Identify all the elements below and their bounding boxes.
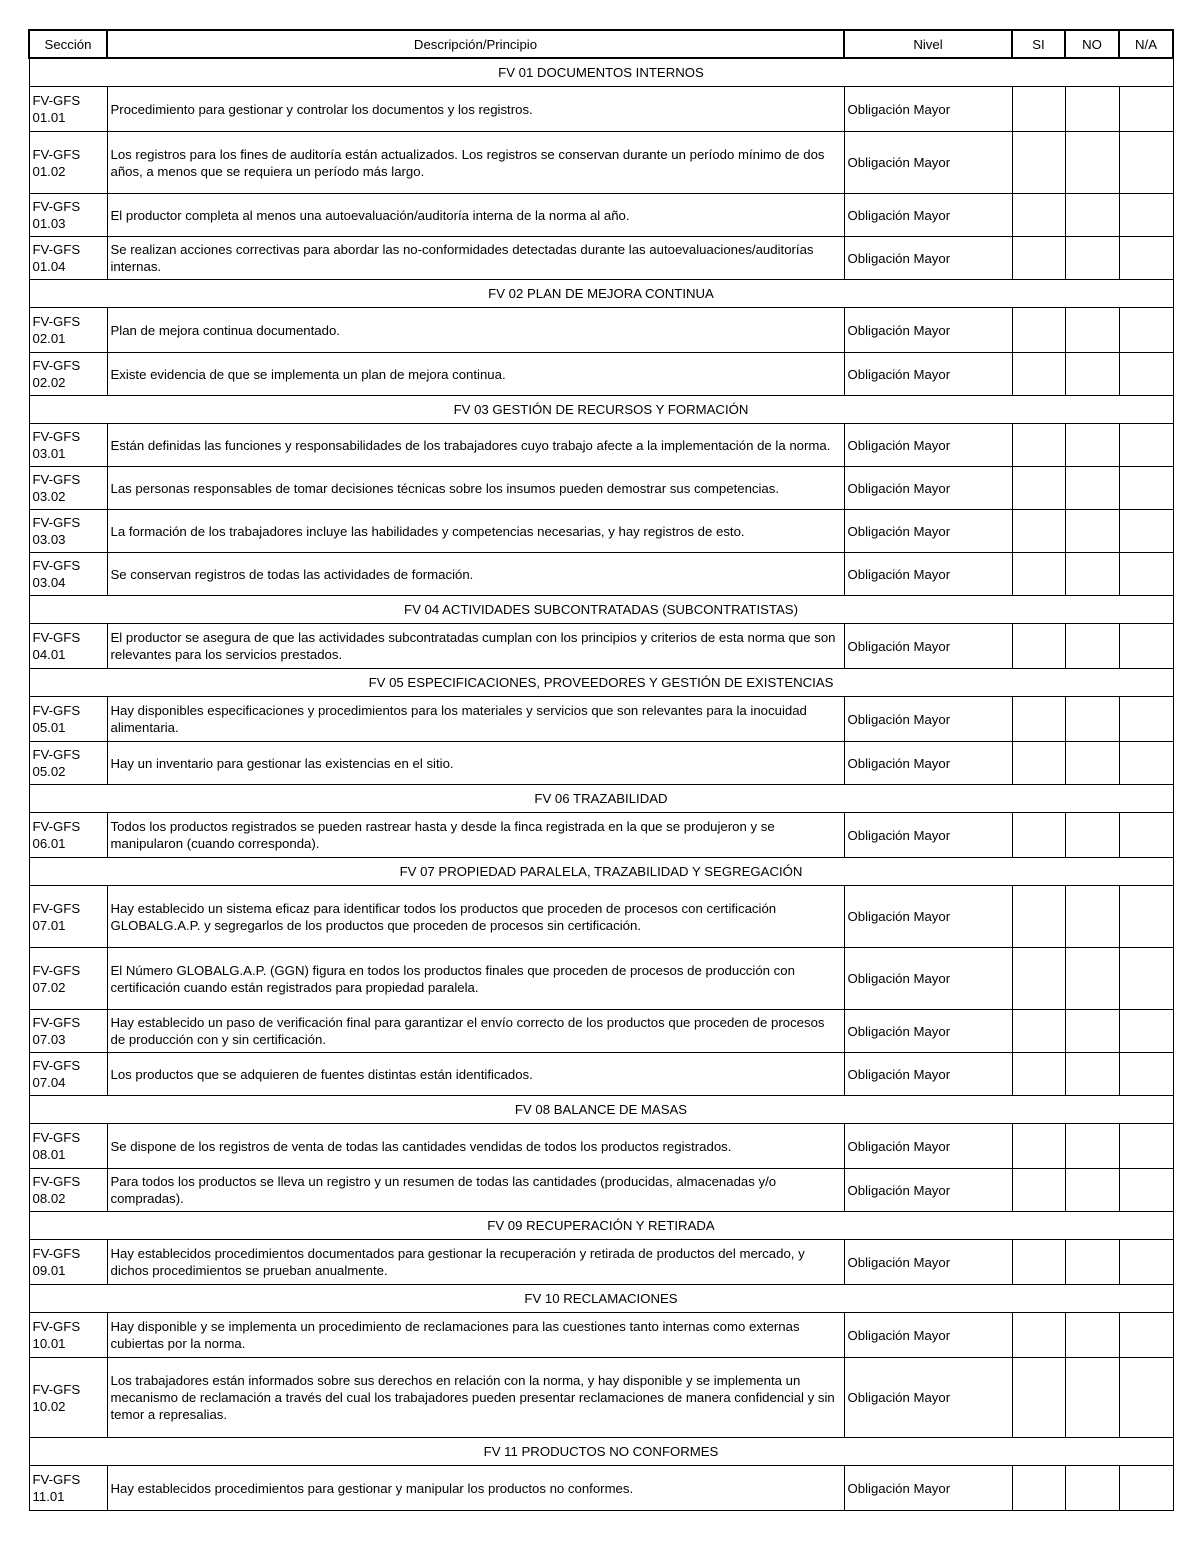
section-code [29,813,107,858]
section-code [29,194,107,237]
level-cell: Obligación Mayor [844,510,1012,553]
section-code-prefix: FV-GFS [32,429,81,444]
section-code-prefix: FV-GFS [32,515,81,530]
level-cell: Obligación Mayor [844,813,1012,858]
header-si: SI [1012,30,1065,58]
section-code-prefix: FV-GFS [32,314,81,329]
si-checkbox-cell[interactable] [1012,353,1065,396]
na-checkbox-cell[interactable] [1119,1010,1173,1053]
si-checkbox-cell[interactable] [1012,87,1065,132]
section-code-prefix: FV-GFS [32,1058,81,1073]
no-checkbox-cell[interactable] [1065,1169,1119,1212]
principle-description: Hay establecido un paso de verificación final para garantizar el envío correcto de los productos que proceden de procesos de producción con y sin certificación. [107,1010,844,1053]
table-row [29,308,1173,353]
section-title: FV 04 ACTIVIDADES SUBCONTRATADAS (SUBCONTRATISTAS) [29,596,1173,624]
no-checkbox-cell[interactable] [1065,742,1119,785]
no-checkbox-cell[interactable] [1065,1466,1119,1511]
si-checkbox-cell[interactable] [1012,886,1065,948]
section-code-prefix: FV-GFS [32,1130,81,1145]
section-code-number: 08.01 [32,1147,66,1162]
table-row [29,697,1173,742]
na-checkbox-cell[interactable] [1119,308,1173,353]
no-checkbox-cell[interactable] [1065,353,1119,396]
section-code-number: 03.03 [32,532,66,547]
no-checkbox-cell[interactable] [1065,510,1119,553]
na-checkbox-cell[interactable] [1119,1124,1173,1169]
checklist-body [29,58,1173,1511]
section-code-number: 07.04 [32,1075,66,1090]
section-code [29,510,107,553]
section-code-number: 07.02 [32,979,66,995]
no-checkbox-cell[interactable] [1065,1053,1119,1096]
table-row [29,87,1173,132]
section-code [29,624,107,669]
section-code-number: 05.02 [32,764,66,779]
level-cell: Obligación Mayor [844,1010,1012,1053]
principle-description: Los productos que se adquieren de fuentes distintas están identificados. [107,1053,844,1096]
si-checkbox-cell[interactable] [1012,697,1065,742]
section-code-prefix: FV-GFS [32,1319,81,1334]
section-code [29,1313,107,1358]
section-code [29,1010,107,1053]
header-na: N/A [1119,30,1173,58]
section-title: FV 01 DOCUMENTOS INTERNOS [29,58,1173,87]
si-checkbox-cell[interactable] [1012,1240,1065,1285]
section-code-prefix: FV-GFS [32,747,81,762]
section-code-prefix: FV-GFS [32,472,81,487]
table-row [29,132,1173,194]
na-checkbox-cell[interactable] [1119,1169,1173,1212]
section-title: FV 11 PRODUCTOS NO CONFORMES [29,1438,1173,1466]
section-header-row [29,396,1173,424]
section-code [29,467,107,510]
section-code-prefix: FV-GFS [32,703,81,718]
principle-description: Procedimiento para gestionar y controlar los documentos y los registros. [107,87,844,132]
si-checkbox-cell[interactable] [1012,1124,1065,1169]
principle-description: La formación de los trabajadores incluye las habilidades y competencias necesarias, y hay registros de esto. [107,510,844,553]
section-code [29,948,107,1010]
si-checkbox-cell[interactable] [1012,948,1065,1010]
na-checkbox-cell[interactable] [1119,1313,1173,1358]
na-checkbox-cell[interactable] [1119,697,1173,742]
section-code-number: 04.01 [32,647,66,662]
no-checkbox-cell[interactable] [1065,1358,1119,1438]
section-code-number: 08.02 [32,1191,66,1206]
si-checkbox-cell[interactable] [1012,624,1065,669]
table-row [29,1053,1173,1096]
level-cell: Obligación Mayor [844,308,1012,353]
principle-description: Hay establecidos procedimientos documentados para gestionar la recuperación y retirada de productos del mercado, y dichos procedimientos se prueban anualmente. [107,1240,844,1285]
na-checkbox-cell[interactable] [1119,813,1173,858]
principle-description: El Número GLOBALG.A.P. (GGN) figura en todos los productos finales que proceden de procesos de producción con certificación cuando están registrados para propiedad paralela. [107,948,844,1010]
header-no: NO [1065,30,1119,58]
section-title: FV 07 PROPIEDAD PARALELA, TRAZABILIDAD Y SEGREGACIÓN [29,858,1173,886]
principle-description: Están definidas las funciones y responsabilidades de los trabajadores cuyo trabajo afecte a la implementación de la norma. [107,424,844,467]
na-checkbox-cell[interactable] [1119,132,1173,194]
principle-description: Todos los productos registrados se pueden rastrear hasta y desde la finca registrada en la que se produjeron y se manipularon (cuando corresponda). [107,813,844,858]
table-row [29,1010,1173,1053]
level-cell: Obligación Mayor [844,1169,1012,1212]
na-checkbox-cell[interactable] [1119,353,1173,396]
table-row [29,353,1173,396]
section-code-number: 07.01 [32,917,66,933]
principle-description: Se realizan acciones correctivas para abordar las no-conformidades detectadas durante las autoevaluaciones/auditorías internas. [107,237,844,280]
no-checkbox-cell[interactable] [1065,237,1119,280]
section-title: FV 10 RECLAMACIONES [29,1285,1173,1313]
na-checkbox-cell[interactable] [1119,510,1173,553]
section-code [29,1466,107,1511]
si-checkbox-cell[interactable] [1012,132,1065,194]
section-code [29,886,107,948]
section-code-prefix: FV-GFS [32,630,81,645]
section-code-prefix: FV-GFS [32,358,81,373]
table-row [29,194,1173,237]
level-cell: Obligación Mayor [844,424,1012,467]
section-code-number: 07.03 [32,1032,66,1047]
na-checkbox-cell[interactable] [1119,237,1173,280]
section-title: FV 08 BALANCE DE MASAS [29,1096,1173,1124]
section-code [29,1053,107,1096]
na-checkbox-cell[interactable] [1119,553,1173,596]
table-row [29,948,1173,1010]
level-cell: Obligación Mayor [844,948,1012,1010]
na-checkbox-cell[interactable] [1119,87,1173,132]
table-row [29,237,1173,280]
checklist-table [28,29,1174,1511]
section-code-number: 10.01 [32,1336,66,1351]
section-code [29,742,107,785]
no-checkbox-cell[interactable] [1065,697,1119,742]
level-cell: Obligación Mayor [844,1466,1012,1511]
principle-description: Para todos los productos se lleva un registro y un resumen de todas las cantidades (producidas, almacenadas y/o compradas). [107,1169,844,1212]
section-code [29,424,107,467]
no-checkbox-cell[interactable] [1065,1010,1119,1053]
level-cell: Obligación Mayor [844,194,1012,237]
section-header-row [29,596,1173,624]
table-row [29,624,1173,669]
principle-description: Hay un inventario para gestionar las existencias en el sitio. [107,742,844,785]
section-code-number: 06.01 [32,836,66,851]
na-checkbox-cell[interactable] [1119,1466,1173,1511]
na-checkbox-cell[interactable] [1119,467,1173,510]
table-row [29,813,1173,858]
section-header-row [29,1096,1173,1124]
header-descripcion: Descripción/Principio [107,30,844,58]
section-code [29,308,107,353]
level-cell: Obligación Mayor [844,1358,1012,1438]
section-code [29,553,107,596]
level-cell: Obligación Mayor [844,1240,1012,1285]
no-checkbox-cell[interactable] [1065,624,1119,669]
section-code-number: 02.01 [32,331,66,346]
table-row [29,1169,1173,1212]
principle-description: Hay establecidos procedimientos para gestionar y manipular los productos no conformes. [107,1466,844,1511]
no-checkbox-cell[interactable] [1065,194,1119,237]
no-checkbox-cell[interactable] [1065,308,1119,353]
na-checkbox-cell[interactable] [1119,948,1173,1010]
table-row [29,742,1173,785]
si-checkbox-cell[interactable] [1012,1466,1065,1511]
section-code-prefix: FV-GFS [32,900,81,916]
principle-description: Plan de mejora continua documentado. [107,308,844,353]
header-nivel: Nivel [844,30,1012,58]
section-header-row [29,58,1173,87]
section-code-prefix: FV-GFS [32,146,81,162]
level-cell: Obligación Mayor [844,467,1012,510]
section-code [29,1240,107,1285]
principle-description: Existe evidencia de que se implementa un plan de mejora continua. [107,353,844,396]
section-code-prefix: FV-GFS [32,962,81,978]
section-code-prefix: FV-GFS [32,1174,81,1189]
no-checkbox-cell[interactable] [1065,553,1119,596]
level-cell: Obligación Mayor [844,353,1012,396]
section-code-number: 09.01 [32,1263,66,1278]
si-checkbox-cell[interactable] [1012,510,1065,553]
no-checkbox-cell[interactable] [1065,813,1119,858]
na-checkbox-cell[interactable] [1119,194,1173,237]
section-code-prefix: FV-GFS [32,1015,81,1030]
table-row [29,424,1173,467]
section-code-number: 01.01 [32,110,66,125]
section-code [29,132,107,194]
na-checkbox-cell[interactable] [1119,886,1173,948]
si-checkbox-cell[interactable] [1012,742,1065,785]
section-header-row [29,669,1173,697]
no-checkbox-cell[interactable] [1065,1124,1119,1169]
level-cell: Obligación Mayor [844,87,1012,132]
principle-description: Hay establecido un sistema eficaz para identificar todos los productos que proceden de procesos con certificación GLOBALG.A.P. y segregarlos de los productos que proceden de procesos sin certificación. [107,886,844,948]
level-cell: Obligación Mayor [844,237,1012,280]
si-checkbox-cell[interactable] [1012,1053,1065,1096]
na-checkbox-cell[interactable] [1119,742,1173,785]
principle-description: Hay disponibles especificaciones y procedimientos para los materiales y servicios que son relevantes para la inocuidad alimentaria. [107,697,844,742]
section-code-prefix: FV-GFS [32,93,81,108]
level-cell: Obligación Mayor [844,553,1012,596]
section-code-number: 01.03 [32,216,66,231]
si-checkbox-cell[interactable] [1012,237,1065,280]
no-checkbox-cell[interactable] [1065,467,1119,510]
section-title: FV 05 ESPECIFICACIONES, PROVEEDORES Y GESTIÓN DE EXISTENCIAS [29,669,1173,697]
table-row [29,467,1173,510]
section-code-number: 01.04 [32,259,66,274]
section-title: FV 09 RECUPERACIÓN Y RETIRADA [29,1212,1173,1240]
section-header-row [29,280,1173,308]
section-code [29,353,107,396]
si-checkbox-cell[interactable] [1012,1313,1065,1358]
si-checkbox-cell[interactable] [1012,424,1065,467]
section-header-row [29,1438,1173,1466]
principle-description: Hay disponible y se implementa un procedimiento de reclamaciones para las cuestiones tanto internas como externas cubiertas por la norma. [107,1313,844,1358]
section-code-number: 01.02 [32,163,66,179]
si-checkbox-cell[interactable] [1012,308,1065,353]
na-checkbox-cell[interactable] [1119,1358,1173,1438]
level-cell: Obligación Mayor [844,1124,1012,1169]
section-code-number: 03.01 [32,446,66,461]
si-checkbox-cell[interactable] [1012,1010,1065,1053]
si-checkbox-cell[interactable] [1012,467,1065,510]
section-code [29,87,107,132]
section-code-number: 02.02 [32,375,66,390]
si-checkbox-cell[interactable] [1012,553,1065,596]
na-checkbox-cell[interactable] [1119,624,1173,669]
level-cell: Obligación Mayor [844,697,1012,742]
table-row [29,1124,1173,1169]
table-row [29,1313,1173,1358]
section-header-row [29,785,1173,813]
section-code-prefix: FV-GFS [32,1472,81,1487]
no-checkbox-cell[interactable] [1065,886,1119,948]
no-checkbox-cell[interactable] [1065,87,1119,132]
section-header-row [29,1285,1173,1313]
level-cell: Obligación Mayor [844,742,1012,785]
table-row [29,553,1173,596]
table-row [29,1240,1173,1285]
no-checkbox-cell[interactable] [1065,1313,1119,1358]
section-code-prefix: FV-GFS [32,819,81,834]
section-header-row [29,858,1173,886]
no-checkbox-cell[interactable] [1065,424,1119,467]
section-code [29,1169,107,1212]
section-code [29,1358,107,1438]
principle-description: Se conservan registros de todas las actividades de formación. [107,553,844,596]
section-title: FV 03 GESTIÓN DE RECURSOS Y FORMACIÓN [29,396,1173,424]
header-seccion: Sección [29,30,107,58]
no-checkbox-cell[interactable] [1065,132,1119,194]
section-code-prefix: FV-GFS [32,242,81,257]
principle-description: Las personas responsables de tomar decisiones técnicas sobre los insumos pueden demostrar sus competencias. [107,467,844,510]
no-checkbox-cell[interactable] [1065,948,1119,1010]
section-code-number: 10.02 [32,1398,66,1414]
na-checkbox-cell[interactable] [1119,1053,1173,1096]
level-cell: Obligación Mayor [844,886,1012,948]
table-row [29,1358,1173,1438]
table-row [29,886,1173,948]
section-code-number: 05.01 [32,720,66,735]
section-code [29,1124,107,1169]
section-code [29,237,107,280]
principle-description: Los trabajadores están informados sobre sus derechos en relación con la norma, y hay disponible y se implementa un mecanismo de reclamación a través del cual los trabajadores pueden presentar reclamaciones de manera confidencial y sin temor a represalias. [107,1358,844,1438]
section-code-number: 03.04 [32,575,66,590]
na-checkbox-cell[interactable] [1119,1240,1173,1285]
level-cell: Obligación Mayor [844,1053,1012,1096]
section-code-prefix: FV-GFS [32,199,81,214]
level-cell: Obligación Mayor [844,1313,1012,1358]
section-title: FV 02 PLAN DE MEJORA CONTINUA [29,280,1173,308]
si-checkbox-cell[interactable] [1012,813,1065,858]
section-code-prefix: FV-GFS [32,558,81,573]
section-code [29,697,107,742]
principle-description: Se dispone de los registros de venta de todas las cantidades vendidas de todos los productos registrados. [107,1124,844,1169]
principle-description: Los registros para los fines de auditoría están actualizados. Los registros se conservan durante un período mínimo de dos años, a menos que se requiera un período más largo. [107,132,844,194]
table-row [29,510,1173,553]
si-checkbox-cell[interactable] [1012,1358,1065,1438]
section-title: FV 06 TRAZABILIDAD [29,785,1173,813]
no-checkbox-cell[interactable] [1065,1240,1119,1285]
si-checkbox-cell[interactable] [1012,194,1065,237]
principle-description: El productor se asegura de que las actividades subcontratadas cumplan con los principios y criterios de esta norma que son relevantes para los servicios prestados. [107,624,844,669]
na-checkbox-cell[interactable] [1119,424,1173,467]
section-header-row [29,1212,1173,1240]
header-row [29,30,1173,58]
principle-description: El productor completa al menos una autoevaluación/auditoría interna de la norma al año. [107,194,844,237]
section-code-prefix: FV-GFS [32,1381,81,1397]
section-code-number: 03.02 [32,489,66,504]
si-checkbox-cell[interactable] [1012,1169,1065,1212]
section-code-number: 11.01 [32,1489,65,1504]
table-row [29,1466,1173,1511]
level-cell: Obligación Mayor [844,132,1012,194]
level-cell: Obligación Mayor [844,624,1012,669]
section-code-prefix: FV-GFS [32,1246,81,1261]
